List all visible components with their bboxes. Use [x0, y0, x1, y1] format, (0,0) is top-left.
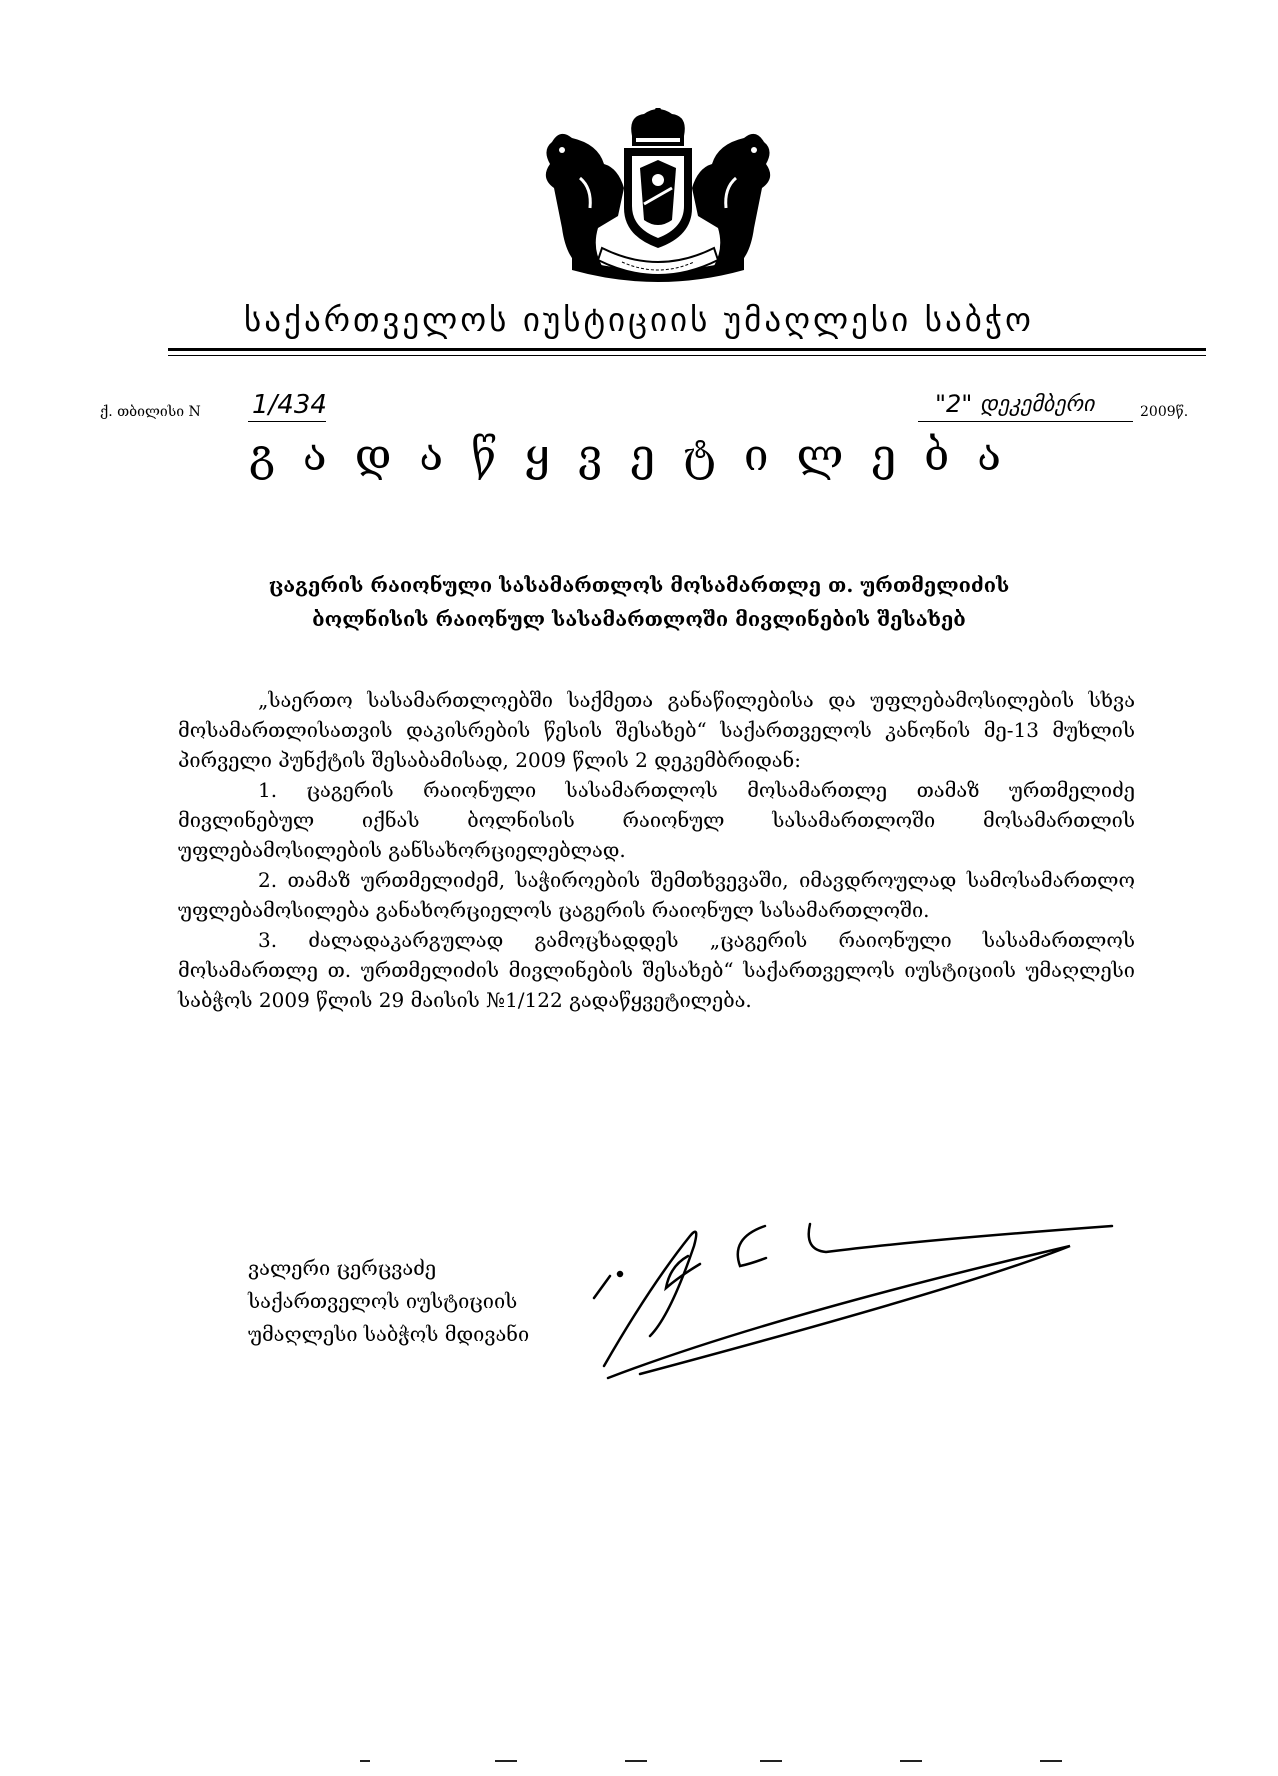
footer-dash: [760, 1760, 782, 1762]
footer-dash: [360, 1760, 370, 1762]
coat-of-arms-emblem: [532, 108, 784, 292]
date-year: 2009წ.: [1140, 404, 1189, 420]
decision-item-3: 3. ძალადაკარგულად გამოცხადდეს „ცაგერის რაიონული სასამართლოს მოსამართლე თ. ურთმელიძის მივლინების შესახებ“ საქართველოს იუსტიციის უმაღლესი საბჭოს 2009 წლის 29 მაისის №1/122 გადაწყვეტილება.: [178, 928, 1135, 1012]
date-underline: [918, 421, 1133, 422]
header-rule-thin: [168, 355, 1206, 356]
date-day: "2": [935, 390, 973, 418]
reference-label: ქ. თბილისი N: [100, 404, 201, 420]
document-subject: [150, 568, 1128, 636]
handwritten-signature: [590, 1206, 1150, 1386]
reference-number: 1/434: [252, 390, 327, 420]
document-title: გადაწყვეტილება: [248, 430, 1029, 481]
subject-line-1: ცაგერის რაიონული სასამართლოს მოსამართლე თ. ურთმელიძის: [268, 573, 1010, 597]
organization-name: საქართველოს იუსტიციის უმაღლესი საბჭო: [244, 300, 1034, 339]
signatory-title-line-1: საქართველოს იუსტიციის: [248, 1289, 518, 1313]
footer-dash: [625, 1760, 647, 1762]
date-month: დეკემბერი: [980, 392, 1095, 417]
signatory-name: ვალერი ცერცვაძე: [248, 1256, 437, 1280]
decision-item-1: 1. ცაგერის რაიონული სასამართლოს მოსამართლე თამაზ ურთმელიძე მივლინებულ იქნას ბოლნისის რაიონულ სასამართლოში მოსამართლის უფლებამოსილების განსახორციელებლად.: [178, 778, 1135, 862]
lion-left-icon: [546, 134, 624, 268]
signatory-title-line-2: უმაღლესი საბჭოს მდივანი: [248, 1322, 530, 1346]
footer-dash: [495, 1760, 517, 1762]
signatory-block: [248, 1252, 529, 1351]
preamble-paragraph: „საერთო სასამართლოებში საქმეთა განაწილებისა და უფლებამოსილების სხვა მოსამართლისათვის დაკისრების წესის შესახებ“ საქართველოს კანონის მე-13 მუხლის პირველი პუნქტის შესაბამისად, 2009 წლის 2 დეკემბრიდან:: [178, 688, 1135, 772]
footer-dash: [900, 1760, 922, 1762]
footer-dash: [1040, 1760, 1062, 1762]
document-body: [178, 685, 1135, 1015]
header-rule-thick: [168, 348, 1206, 351]
reference-underline: [248, 421, 326, 422]
lion-right-icon: [692, 134, 770, 268]
decision-item-2: 2. თამაზ ურთმელიძემ, საჭიროების შემთხვევაში, იმავდროულად სამოსამართლო უფლებამოსილება განახორციელოს ცაგერის რაიონულ სასამართლოში.: [178, 868, 1135, 922]
subject-line-2: ბოლნისის რაიონულ სასამართლოში მივლინების შესახებ: [312, 607, 966, 631]
reference-row: [100, 390, 1210, 424]
crown-icon: [631, 108, 685, 146]
